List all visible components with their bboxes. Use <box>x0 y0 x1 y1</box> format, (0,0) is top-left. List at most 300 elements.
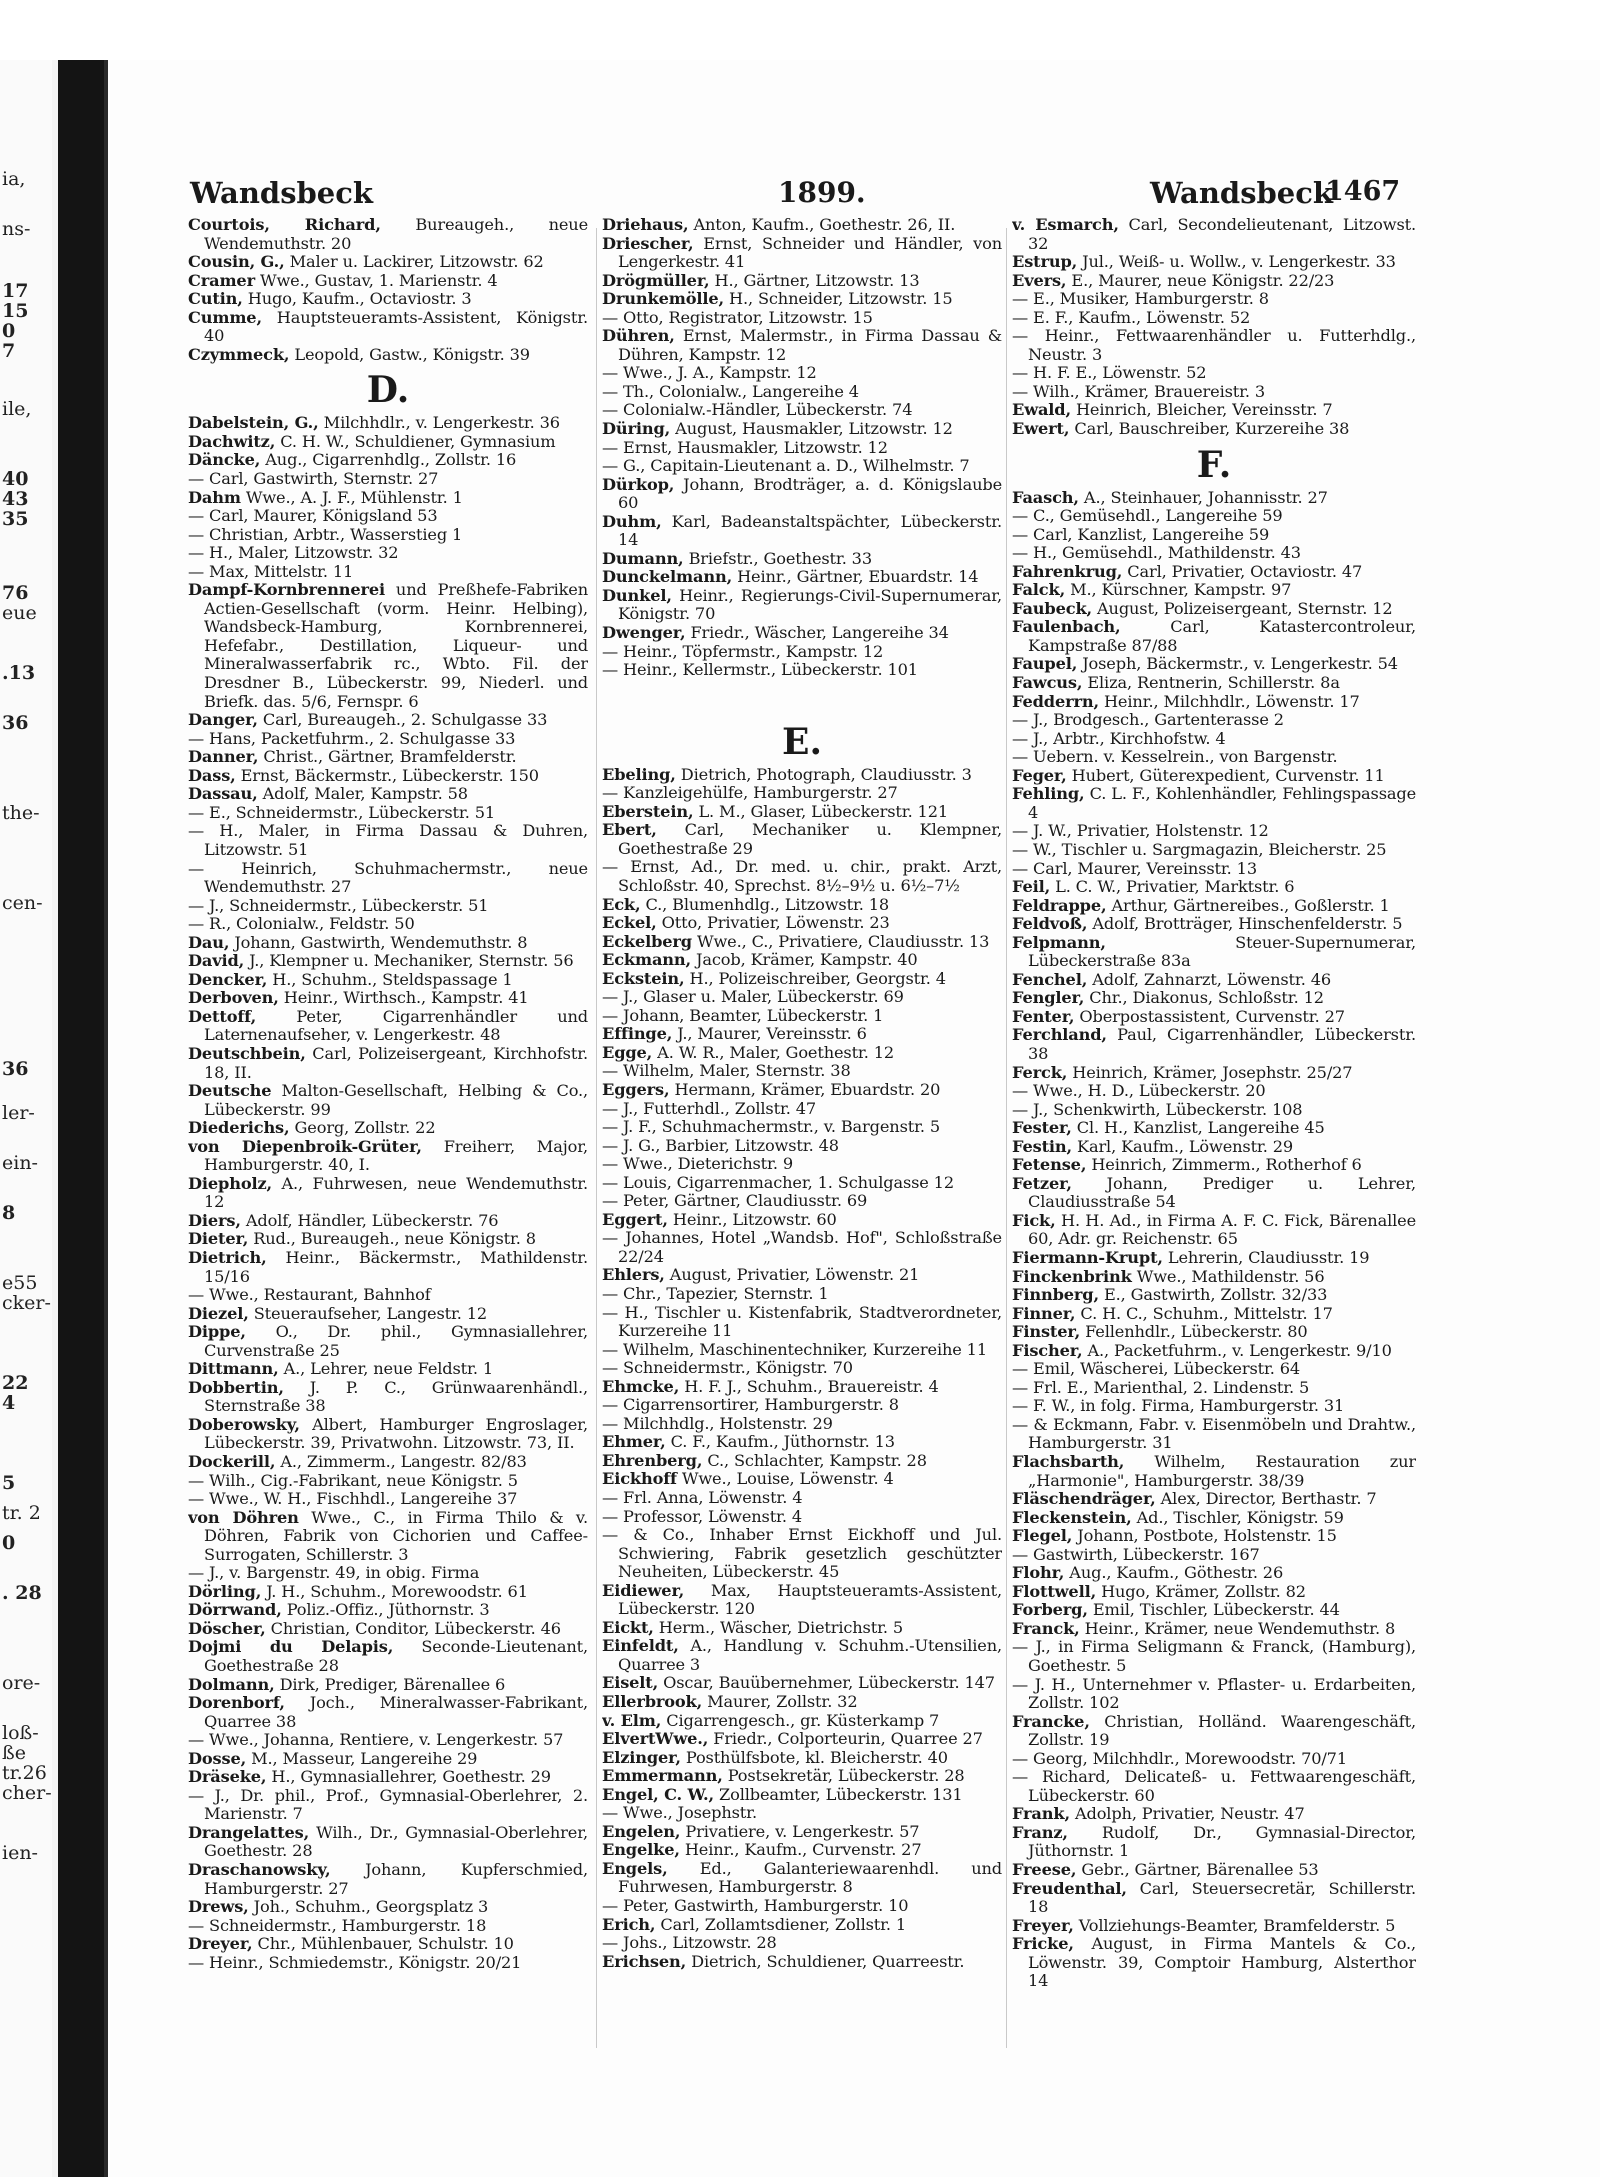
entry-name: Fläschendräger, <box>1012 1489 1156 1509</box>
entry-name: Franz, <box>1012 1822 1068 1842</box>
entry-name: Dippe, <box>188 1322 246 1342</box>
directory-entry <box>188 934 588 953</box>
entry-name: Forberg, <box>1012 1600 1088 1620</box>
directory-entry <box>188 216 588 253</box>
directory-entry <box>1012 1323 1416 1342</box>
entry-details: Carl, Bureaugeh., 2. Schulgasse 33 <box>262 710 548 730</box>
entry-details: — J., Schneidermstr., Lübeckerstr. 51 <box>188 895 489 915</box>
directory-entry <box>1012 216 1416 253</box>
directory-entry <box>602 1415 1002 1434</box>
entry-details: — Georg, Milchhdlr., Morewoodstr. 70/71 <box>1012 1748 1347 1768</box>
directory-entry <box>602 1526 1002 1582</box>
entry-name: Dieter, <box>188 1229 249 1249</box>
entry-name: Elzinger, <box>602 1747 681 1767</box>
directory-entry <box>602 1396 1002 1415</box>
entry-details: Cigarrengesch., gr. Küsterkamp 7 <box>666 1710 940 1730</box>
directory-entry <box>602 1749 1002 1768</box>
entry-name: Cutin, <box>188 289 243 309</box>
entry-name: Dreyer, <box>188 1934 253 1954</box>
entry-details: Gebr., Gärtner, Bärenallee 53 <box>1081 1860 1319 1880</box>
directory-entry <box>188 1212 588 1231</box>
entry-name: von Diepenbroik-Grüter, <box>188 1136 422 1156</box>
entry-details: J., Klempner u. Mechaniker, Sternstr. 56 <box>249 951 574 971</box>
directory-entry <box>1012 1861 1416 1880</box>
directory-entry <box>1012 785 1416 822</box>
directory-entry <box>602 1860 1002 1897</box>
entry-name: Frank, <box>1012 1804 1070 1824</box>
entry-name: Estrup, <box>1012 252 1078 272</box>
entry-name: Feldvoß, <box>1012 914 1088 934</box>
directory-entry <box>1012 401 1416 420</box>
entry-details: Dietrich, Schuldiener, Quarreestr. <box>691 1951 965 1971</box>
previous-page-text-fragment: ore- <box>2 1672 41 1694</box>
entry-details: Aug., Kaufm., Göthestr. 26 <box>1069 1563 1284 1583</box>
entry-details: Ed., Galanteriewaarenhdl. und Fuhrwesen, Hamburgerstr. 8 <box>618 1858 1002 1897</box>
section-spacer <box>602 680 1002 716</box>
entry-details: — Wilhelm, Maschinentechniker, Kurzereihe 11 <box>602 1339 987 1359</box>
directory-entry <box>188 989 588 1008</box>
directory-entry <box>188 1082 588 1119</box>
entry-name: Eckstein, <box>602 968 685 988</box>
entry-details: Zollbeamter, Lübeckerstr. 131 <box>719 1784 963 1804</box>
directory-entry <box>602 1693 1002 1712</box>
entry-details: Adolph, Privatier, Neustr. 47 <box>1074 1804 1305 1824</box>
entry-details: Briefstr., Goethestr. 33 <box>688 548 872 568</box>
directory-entry <box>602 1953 1002 1972</box>
entry-details: A., Lehrer, neue Feldstr. 1 <box>283 1359 493 1379</box>
entry-name: Flohr, <box>1012 1563 1065 1583</box>
previous-page-text-fragment: eue <box>2 602 37 624</box>
directory-entry <box>602 1229 1002 1266</box>
previous-page-text-fragment: 0 <box>2 320 16 342</box>
entry-name: Flottwell, <box>1012 1581 1097 1601</box>
entry-name: Duhm, <box>602 511 662 531</box>
entry-name: von Döhren <box>188 1507 299 1527</box>
directory-entry <box>1012 841 1416 860</box>
directory-entry <box>188 1583 588 1602</box>
entry-details: August, Hausmakler, Litzowstr. 12 <box>675 419 953 439</box>
directory-entry <box>1012 1101 1416 1120</box>
directory-entry <box>188 767 588 786</box>
previous-page-text-fragment: the- <box>2 802 40 824</box>
directory-entry <box>602 988 1002 1007</box>
previous-page-text-fragment: 22 <box>2 1372 29 1394</box>
directory-entry <box>1012 1156 1416 1175</box>
entry-details: C., Schlachter, Kampstr. 28 <box>707 1450 927 1470</box>
directory-entry <box>188 1379 588 1416</box>
entry-details: Joseph, Bäckermstr., v. Lengerkestr. 54 <box>1082 654 1398 674</box>
entry-name: Dencker, <box>188 969 268 989</box>
previous-page-text-fragment: 0 <box>2 1532 16 1554</box>
entry-name: Eickt, <box>602 1617 654 1637</box>
entry-details: Heinrich, Krämer, Josephstr. 25/27 <box>1072 1062 1353 1082</box>
entry-details: — Peter, Gärtner, Claudiusstr. 69 <box>602 1191 868 1211</box>
entry-name: Drangelattes, <box>188 1822 310 1842</box>
entry-details: Paul, Cigarrenhändler, Lübeckerstr. 38 <box>1028 1025 1416 1063</box>
entry-details: Johann, Gastwirth, Wendemuthstr. 8 <box>234 932 528 952</box>
directory-entry <box>602 858 1002 895</box>
directory-entry <box>602 1489 1002 1508</box>
directory-entry <box>602 476 1002 513</box>
directory-entry <box>602 1266 1002 1285</box>
entry-details: Heinr., Kaufm., Curvenstr. 27 <box>684 1840 922 1860</box>
entry-details: Chr., Diakonus, Schloßstr. 12 <box>1089 988 1324 1008</box>
directory-entry <box>188 748 588 767</box>
entry-details: Georg, Zollstr. 22 <box>294 1118 436 1138</box>
entry-details: — Wwe., Johanna, Rentiere, v. Lengerkestr. 57 <box>188 1730 564 1750</box>
directory-entry <box>1012 1286 1416 1305</box>
directory-entry <box>602 933 1002 952</box>
directory-entry <box>1012 693 1416 712</box>
directory-entry <box>188 346 588 365</box>
entry-name: Dassau, <box>188 784 258 804</box>
entry-name: Finster, <box>1012 1322 1081 1342</box>
entry-name: Erichsen, <box>602 1951 687 1971</box>
entry-name: Engelke, <box>602 1840 680 1860</box>
entry-details: — Max, Mittelstr. 11 <box>188 561 354 581</box>
directory-entry <box>1012 1824 1416 1861</box>
entry-name: Eiselt, <box>602 1673 659 1693</box>
entry-details: H. F. J., Schuhm., Brauereistr. 4 <box>684 1376 939 1396</box>
entry-details: — C., Gemüsehdl., Langereihe 59 <box>1012 506 1283 526</box>
directory-entry <box>602 364 1002 383</box>
entry-details: — Wilhelm, Maler, Sternstr. 38 <box>602 1061 851 1081</box>
directory-entry <box>188 470 588 489</box>
entry-details: — Heinr., Fettwaarenhändler u. Futterhdlg., Neustr. 3 <box>1012 326 1416 364</box>
directory-entry <box>188 309 588 346</box>
entry-details: — J., Glaser u. Maler, Lübeckerstr. 69 <box>602 987 904 1007</box>
entry-details: Johann, Kupferschmied, Hamburgerstr. 27 <box>204 1860 588 1898</box>
directory-entry <box>188 822 588 859</box>
directory-entry <box>188 971 588 990</box>
directory-entry <box>602 1100 1002 1119</box>
directory-entry <box>188 563 588 582</box>
directory-entry <box>1012 1935 1416 1991</box>
directory-entry <box>188 1472 588 1491</box>
directory-entry <box>188 290 588 309</box>
previous-page-text-fragment: 5 <box>2 1472 16 1494</box>
entry-details: — E. F., Kaufm., Löwenstr. 52 <box>1012 307 1251 327</box>
entry-details: — Wwe., W. H., Fischhdl., Langereihe 37 <box>188 1489 518 1509</box>
directory-entry <box>1012 860 1416 879</box>
section-letter-heading: E. <box>782 720 822 763</box>
entry-name: Dunkel, <box>602 585 672 605</box>
entry-details: — J., Arbtr., Kirchhofstw. 4 <box>1012 728 1226 748</box>
entry-details: — Heinrich, Schuhmachermstr., neue Wendemuthstr. 27 <box>188 858 588 897</box>
entry-details: — Wilh., Cig.-Fabrikant, neue Königstr. 5 <box>188 1470 518 1490</box>
entry-details: — J., Futterhdl., Zollstr. 47 <box>602 1098 817 1118</box>
entry-name: Drögmüller, <box>602 270 710 290</box>
entry-details: — H., Maler, in Firma Dassau & Duhren, Litzowstr. 51 <box>188 821 588 859</box>
entry-details: — Carl, Gastwirth, Sternstr. 27 <box>188 469 439 489</box>
entry-details: H., Polizeischreiber, Georgstr. 4 <box>689 968 946 988</box>
entry-name: Freyer, <box>1012 1915 1074 1935</box>
entry-name: Eckelberg <box>602 931 692 951</box>
entry-name: Danger, <box>188 710 258 730</box>
directory-entry <box>1012 934 1416 971</box>
entry-details: Hermann, Krämer, Ebuardstr. 20 <box>674 1079 941 1099</box>
directory-entry <box>1012 1880 1416 1917</box>
entry-details: Carl, Secondelieutenant, Litzowst. 32 <box>1028 216 1416 253</box>
entry-name: Eidiewer, <box>602 1580 685 1600</box>
previous-page-text-fragment: ns- <box>2 218 31 240</box>
previous-page-text-fragment: 36 <box>2 712 29 734</box>
directory-entry <box>602 661 1002 680</box>
header-year: 1899. <box>778 176 866 209</box>
entry-details: Jacob, Krämer, Kampstr. 40 <box>696 950 918 970</box>
entry-name: Ehrenberg, <box>602 1450 703 1470</box>
entry-name: Fetense, <box>1012 1155 1087 1175</box>
previous-page-text-fragment: loß- <box>2 1722 39 1744</box>
entry-details: — Cigarrensortirer, Hamburgerstr. 8 <box>602 1395 899 1415</box>
directory-entry <box>602 1916 1002 1935</box>
directory-entry <box>188 489 588 508</box>
entry-details: C., Blumenhdlg., Litzowstr. 18 <box>645 894 890 914</box>
entry-name: Dörling, <box>188 1581 262 1601</box>
directory-entry <box>188 1787 588 1824</box>
entry-name: Effinge, <box>602 1024 673 1044</box>
directory-entry <box>602 457 1002 476</box>
directory-entry <box>602 1934 1002 1953</box>
directory-entry <box>188 1564 588 1583</box>
previous-page-text-fragment: ile, <box>2 398 32 420</box>
entry-details: — W., Tischler u. Sargmagazin, Bleicherstr. 25 <box>1012 839 1387 859</box>
section-letter-heading: D. <box>366 369 410 412</box>
entry-details: — Wwe., H. D., Lübeckerstr. 20 <box>1012 1081 1266 1101</box>
entry-name: Faubeck, <box>1012 598 1092 618</box>
directory-entry <box>188 1360 588 1379</box>
entry-details: Johann, Postbote, Holstenstr. 15 <box>1077 1526 1337 1546</box>
entry-name: Diederichs, <box>188 1118 290 1138</box>
entry-name: Finnberg, <box>1012 1285 1099 1305</box>
entry-details: Maurer, Zollstr. 32 <box>707 1692 858 1712</box>
directory-entry <box>1012 1175 1416 1212</box>
entry-name: Dumann, <box>602 548 684 568</box>
entry-details: — Wwe., J. A., Kampstr. 12 <box>602 363 817 383</box>
entry-name: Falck, <box>1012 580 1066 600</box>
directory-entry <box>188 1768 588 1787</box>
entry-details: — Wwe., Restaurant, Bahnhof <box>188 1285 431 1305</box>
directory-entry <box>602 1582 1002 1619</box>
previous-page-text-fragment: cen- <box>2 892 43 914</box>
directory-entry <box>188 1861 588 1898</box>
entry-name: Flachsbarth, <box>1012 1452 1125 1471</box>
entry-details: L. M., Glaser, Lübeckerstr. 121 <box>698 801 949 821</box>
directory-entry <box>602 914 1002 933</box>
directory-entry <box>602 766 1002 785</box>
directory-column-3 <box>1012 216 1416 2076</box>
entry-name: Ewald, <box>1012 400 1071 420</box>
entry-details: August, Privatier, Löwenstr. 21 <box>669 1265 920 1285</box>
entry-name: Ehmcke, <box>602 1376 680 1396</box>
entry-name: Eickhoff <box>602 1469 677 1489</box>
entry-name: Finner, <box>1012 1303 1076 1323</box>
directory-entry <box>602 1619 1002 1638</box>
directory-entry <box>1012 1564 1416 1583</box>
directory-entry <box>602 550 1002 569</box>
entry-name: Ewert, <box>1012 419 1070 439</box>
entry-details: — Frl. E., Marienthal, 2. Lindenstr. 5 <box>1012 1377 1310 1397</box>
entry-name: Dabelstein, G., <box>188 413 319 433</box>
column-divider <box>596 228 597 2048</box>
directory-entry <box>188 1954 588 1973</box>
entry-details: — J., Dr. phil., Prof., Gymnasial-Oberlehrer, 2. Marienstr. 7 <box>188 1785 588 1824</box>
entry-details: A. W. R., Maler, Goethestr. 12 <box>657 1042 895 1062</box>
entry-details: Hauptsteueramts-Assistent, Königstr. 40 <box>204 307 588 346</box>
entry-name: Dorenborf, <box>188 1693 285 1713</box>
previous-page-text-fragment: 76 <box>2 582 29 604</box>
directory-entry <box>602 1359 1002 1378</box>
entry-details: C. L. F., Kohlenhändler, Fehlingspassage 4 <box>1028 784 1416 822</box>
directory-entry <box>602 896 1002 915</box>
directory-entry <box>602 1174 1002 1193</box>
directory-entry <box>1012 1026 1416 1063</box>
entry-details: Wilhelm, Restauration zur „Harmonie", Hamburgerstr. 38/39 <box>1028 1452 1416 1490</box>
entry-details: Carl, Bauschreiber, Kurzereihe 38 <box>1074 419 1350 439</box>
entry-name: Dühren, <box>602 326 675 346</box>
entry-name: Fahrenkrug, <box>1012 561 1123 581</box>
entry-name: Faulenbach, <box>1012 617 1121 637</box>
entry-name: Felpmann, <box>1012 932 1106 952</box>
directory-entry <box>1012 507 1416 526</box>
entry-details: Albert, Hamburger Engroslager, Lübeckerstr. 39, Privatwohn. Litzowstr. 73, II. <box>204 1414 588 1453</box>
directory-entry <box>188 1175 588 1212</box>
previous-page-text-fragment: 7 <box>2 340 16 362</box>
entry-details: Wilh., Dr., Gymnasial-Oberlehrer, Goethestr. 28 <box>204 1822 588 1861</box>
entry-name: Dräseke, <box>188 1767 267 1787</box>
directory-entry <box>1012 915 1416 934</box>
directory-entry <box>188 730 588 749</box>
directory-entry <box>602 1211 1002 1230</box>
directory-entry <box>1012 1546 1416 1565</box>
directory-entry <box>1012 897 1416 916</box>
directory-entry <box>602 951 1002 970</box>
entry-name: Engelen, <box>602 1821 681 1841</box>
book-binding-shadow <box>58 60 104 2177</box>
directory-entry <box>602 383 1002 402</box>
directory-entry <box>1012 618 1416 655</box>
entry-name: Düring, <box>602 419 671 439</box>
entry-details: A., Steinhauer, Johannisstr. 27 <box>1083 487 1328 507</box>
directory-entry <box>602 1712 1002 1731</box>
entry-details: — J., in Firma Seligmann & Franck, (Hamburg), Goethestr. 5 <box>1012 1637 1416 1676</box>
directory-entry <box>1012 544 1416 563</box>
entry-name: Dojmi du Delapis, <box>188 1637 394 1657</box>
directory-entry <box>1012 1713 1416 1750</box>
entry-name: Feil, <box>1012 877 1051 897</box>
entry-details: Wwe., A. J. F., Mühlenstr. 1 <box>245 487 463 507</box>
entry-details: — E., Schneidermstr., Lübeckerstr. 51 <box>188 802 496 822</box>
directory-entry <box>602 1155 1002 1174</box>
directory-entry <box>1012 309 1416 328</box>
directory-entry <box>1012 1249 1416 1268</box>
directory-entry <box>188 1119 588 1138</box>
entry-name: Dockerill, <box>188 1452 276 1471</box>
entry-details: L. C. W., Privatier, Marktstr. 6 <box>1055 877 1295 897</box>
entry-details: — Richard, Delicateß- u. Fettwaarengeschäft, Lübeckerstr. 60 <box>1012 1767 1416 1805</box>
entry-details: Dirk, Prediger, Bärenallee 6 <box>279 1674 506 1694</box>
previous-page-text-fragment: 36 <box>2 1058 29 1080</box>
directory-entry <box>1012 1138 1416 1157</box>
entry-name: Dahm <box>188 487 241 507</box>
entry-details: — Th., Colonialw., Langereihe 4 <box>602 381 859 401</box>
directory-entry <box>602 1044 1002 1063</box>
directory-entry <box>1012 1305 1416 1324</box>
previous-page-text-fragment: cker- <box>2 1292 51 1314</box>
directory-entry <box>188 1138 588 1175</box>
entry-details: Heinr., Litzowstr. 60 <box>672 1209 837 1229</box>
previous-page-text-fragment: .13 <box>2 662 36 684</box>
directory-entry <box>602 1786 1002 1805</box>
entry-details: Milchhdlr., v. Lengerkestr. 36 <box>323 413 560 433</box>
entry-details: und Preßhefe-Fabriken Actien-Gesellschaft (vorm. Heinr. Helbing), Wandsbeck-Hamburg, Kornbrennerei, Hefefabr., Destillation, Liqueur- und Mineralwasserfabrik rc., Wbto. Fil. der Dresdner B., Lübeckerstr. 99, Niederl. und Briefk. das. 5/6, Fernspr. 6 <box>204 580 588 711</box>
previous-page-text-fragment: 35 <box>2 508 29 530</box>
entry-name: Ebeling, <box>602 764 676 784</box>
directory-entry <box>1012 563 1416 582</box>
directory-entry <box>602 1767 1002 1786</box>
entry-name: ElvertWwe., <box>602 1729 709 1749</box>
entry-details: — Schneidermstr., Hamburgerstr. 18 <box>188 1915 487 1935</box>
directory-entry <box>602 1730 1002 1749</box>
directory-entry <box>1012 989 1416 1008</box>
entry-name: Danner, <box>188 747 259 767</box>
entry-name: Dau, <box>188 932 230 952</box>
entry-details: — Heinr., Schmiedemstr., Königstr. 20/21 <box>188 1952 522 1972</box>
entry-details: Max, Hauptsteueramts-Assistent, Lübeckerstr. 120 <box>618 1580 1002 1619</box>
previous-page-text-fragment: ia, <box>2 168 26 190</box>
entry-name: Eberstein, <box>602 801 694 821</box>
directory-entry <box>188 272 588 291</box>
entry-name: Dettoff, <box>188 1006 257 1026</box>
entry-details: A., Packetfuhrm., v. Lengerkestr. 9/10 <box>1087 1340 1392 1360</box>
directory-entry <box>1012 1008 1416 1027</box>
entry-details: H., Schneider, Litzowstr. 15 <box>728 289 953 309</box>
entry-details: Postsekretär, Lübeckerstr. 28 <box>727 1766 965 1786</box>
directory-entry <box>1012 1397 1416 1416</box>
directory-entry <box>1012 748 1416 767</box>
directory-entry <box>1012 253 1416 272</box>
directory-entry <box>188 1824 588 1861</box>
entry-details: Heinr., Krämer, neue Wendemuthstr. 8 <box>1084 1618 1396 1638</box>
directory-entry <box>1012 1360 1416 1379</box>
entry-name: Dosse, <box>188 1748 247 1768</box>
entry-name: Festin, <box>1012 1136 1073 1156</box>
entry-name: Egge, <box>602 1042 653 1062</box>
entry-details: — J., Brodgesch., Gartenterasse 2 <box>1012 710 1284 730</box>
entry-details: Carl, Privatier, Octaviostr. 47 <box>1127 561 1363 581</box>
entry-name: Freese, <box>1012 1860 1077 1880</box>
entry-details: Wwe., C., Privatiere, Claudiusstr. 13 <box>696 931 990 951</box>
directory-entry <box>602 1192 1002 1211</box>
directory-entry <box>1012 1601 1416 1620</box>
entry-details: Heinr., Milchhdlr., Löwenstr. 17 <box>1103 691 1360 711</box>
directory-entry <box>602 970 1002 989</box>
entry-details: — Hans, Packetfuhrm., 2. Schulgasse 33 <box>188 728 516 748</box>
directory-entry <box>1012 327 1416 364</box>
directory-entry <box>602 1674 1002 1693</box>
directory-entry <box>602 1823 1002 1842</box>
directory-entry <box>1012 767 1416 786</box>
directory-entry <box>602 1433 1002 1452</box>
entry-details: Oscar, Bauübernehmer, Lübeckerstr. 147 <box>663 1673 995 1693</box>
directory-entry <box>602 803 1002 822</box>
previous-page-text-fragment: 8 <box>2 1202 16 1224</box>
entry-details: Wwe., Gustav, 1. Marienstr. 4 <box>259 270 498 290</box>
entry-name: Fenchel, <box>1012 969 1088 989</box>
directory-entry <box>602 420 1002 439</box>
entry-name: Fiermann-Krupt, <box>1012 1247 1163 1267</box>
entry-details: Rudolf, Dr., Gymnasial-Director, Jüthornstr. 1 <box>1028 1822 1416 1861</box>
